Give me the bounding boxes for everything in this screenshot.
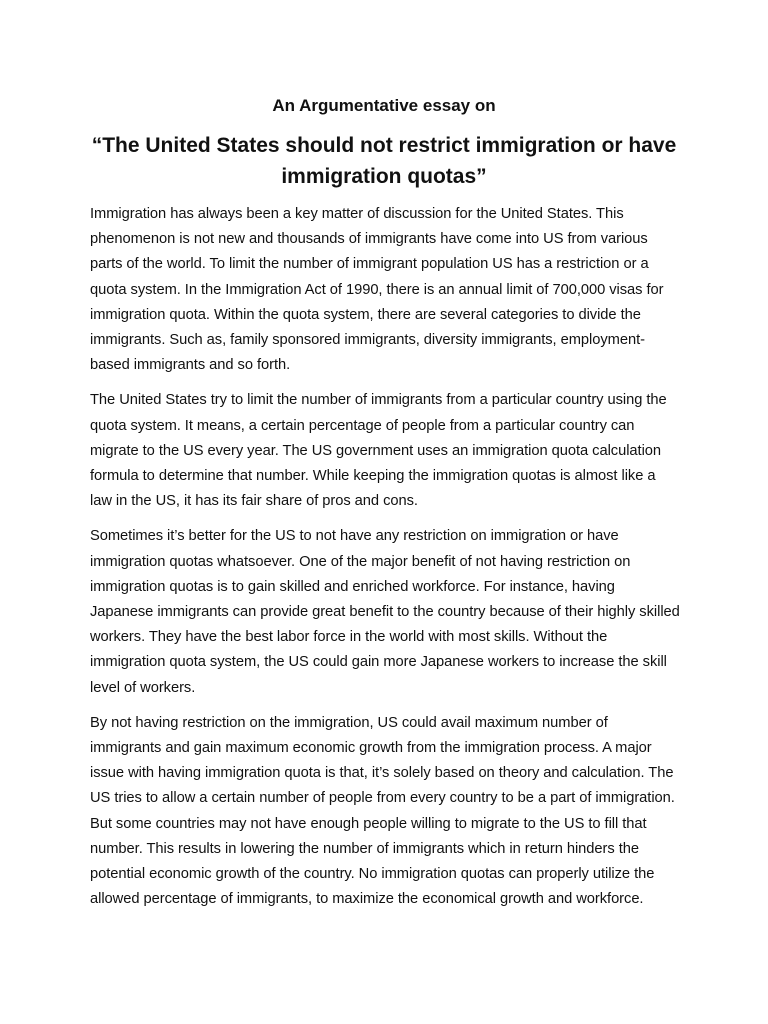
- paragraph-1: Immigration has always been a key matter of discussion for the United States. This phenomenon is not new and thousands of immigrants have come into US from various parts of the world. To limit the number of immigrant population US has a restriction or a quota system. In the Immigration Act of 1990, there is an annual limit of 700,000 visas for immigration quota. Within the quota system, there are several categories to divide the immigrants. Such as, family sponsored immigrants, diversity immigrants, employment-based immigrants and so forth.: [90, 206, 664, 374]
- paragraph-3: Sometimes it’s better for the US to not have any restriction on immigration or have immigration quotas whatsoever. One of the major benefit of not having restriction on immigration quotas is to gain skilled and enriched workforce. For instance, having Japanese immigrants can provide great benefit to the country because of their highly skilled workers. They have the best labor force in the world with most skills. Without the immigration quota system, the US could gain more Japanese workers to increase the skill level of workers.: [90, 528, 680, 696]
- paragraph-2: The United States try to limit the number of immigrants from a particular country using the quota system. It means, a certain percentage of people from a particular country can migrate to the US every year. The US government uses an immigration quota calculation formula to determine that number. While keeping the immigration quotas is almost like a law in the US, it has its fair share of pros and cons.: [90, 392, 667, 510]
- essay-subtitle: An Argumentative essay on: [272, 96, 496, 115]
- essay-title: “The United States should not restrict immigration or have immigration quotas”: [91, 134, 677, 188]
- paragraph-4: By not having restriction on the immigration, US could avail maximum number of immigrants and gain maximum economic growth from the immigration process. A major issue with having immigration quota is that, it’s solely based on theory and calculation. The US tries to allow a certain number of people from every country to be a part of immigration. But some countries may not have enough people willing to migrate to the US to fill that number. This results in lowering the number of immigrants which in return hinders the potential economic growth of the country. No immigration quotas can properly utilize the allowed percentage of immigrants, to maximize the economical growth and workforce.: [90, 714, 675, 908]
- essay-body: [90, 202, 680, 922]
